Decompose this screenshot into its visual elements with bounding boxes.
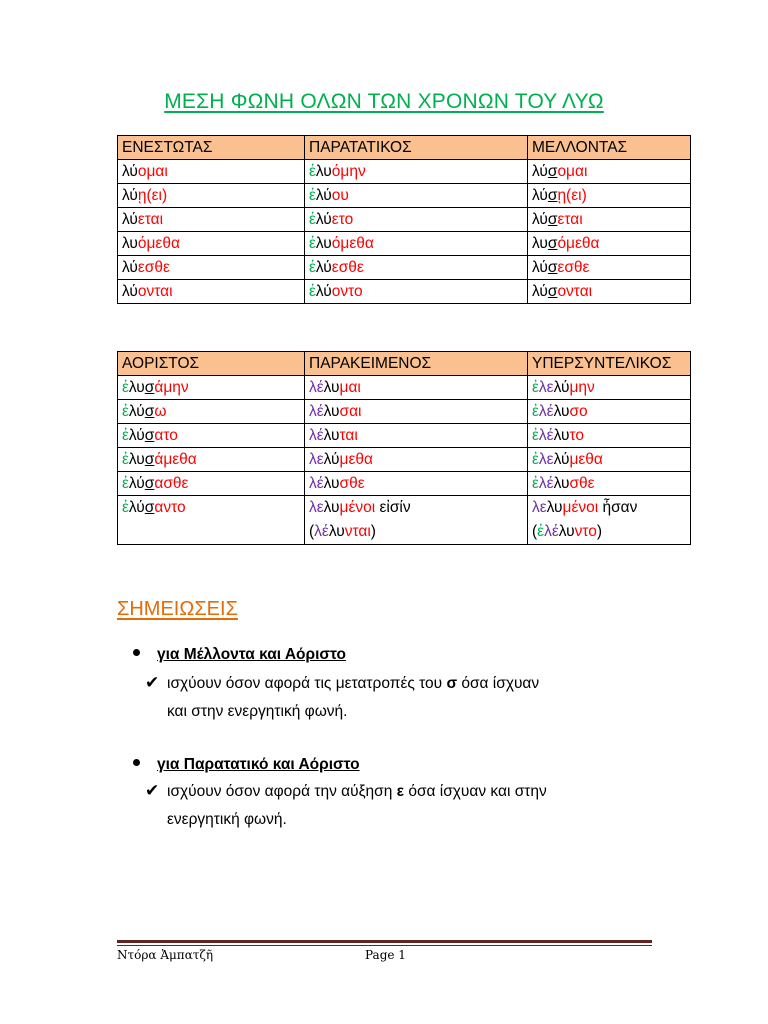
table-cell xyxy=(305,280,528,304)
table-cell xyxy=(118,472,305,496)
cell-text: ἐλέλυσθε xyxy=(532,475,595,492)
table-cell xyxy=(118,400,305,424)
table-cell xyxy=(305,184,528,208)
table-row xyxy=(118,256,691,280)
table-row xyxy=(118,448,691,472)
table-cell xyxy=(305,256,528,280)
bullet-dot-icon xyxy=(133,649,140,656)
table-cell xyxy=(118,256,305,280)
table-cell xyxy=(528,208,691,232)
table-cell xyxy=(305,160,528,184)
header-parakeimenos: ΠΑΡΑΚΕΙΜΕΝΟΣ xyxy=(305,352,528,376)
table-cell xyxy=(528,376,691,400)
cell-text: ἐλελύμεθα xyxy=(532,451,603,468)
table-row xyxy=(118,472,691,496)
cell-text: ἐλελύμην xyxy=(532,379,595,396)
cell-text: ἐλύοντο xyxy=(309,283,363,300)
cell-text: ἐλυσάμεθα xyxy=(122,451,197,468)
header-ypersyntelikos: ΥΠΕΡΣΥΝΤΕΛΙΚΟΣ xyxy=(528,352,691,376)
table-cell xyxy=(305,400,528,424)
page-title: ΜΕΣΗ ΦΩΝΗ ΟΛΩΝ ΤΩΝ ΧΡΟΝΩΝ ΤΟΥ ΛΥΩ xyxy=(164,90,604,113)
cell-text: λύονται xyxy=(122,283,173,300)
table-cell xyxy=(118,184,305,208)
table-cell xyxy=(528,160,691,184)
table-cell xyxy=(118,208,305,232)
cell-text: ἐλύετο xyxy=(309,211,354,228)
table-cell xyxy=(305,448,528,472)
cell-text: ἐλύου xyxy=(309,187,349,204)
table-row xyxy=(118,376,691,400)
table-row xyxy=(118,496,691,545)
cell-text: ἐλυόμεθα xyxy=(309,235,374,252)
cell-text: λύομαι xyxy=(122,163,168,180)
table-cell xyxy=(528,184,691,208)
table-row xyxy=(118,400,691,424)
cell-text: λύῃ(ει) xyxy=(122,187,168,204)
checkmark-icon: ✔ xyxy=(145,781,160,800)
table-cell xyxy=(118,448,305,472)
table-cell xyxy=(305,472,528,496)
table-cell xyxy=(118,496,305,545)
table-row xyxy=(118,208,691,232)
cell-text: λελυμένοι εἰσίν (λέλυνται) xyxy=(309,499,411,540)
cell-text: λύσῃ(ει) xyxy=(532,187,587,204)
check-note xyxy=(145,669,665,726)
cell-text: ἐλύσατο xyxy=(122,427,178,444)
table-cell xyxy=(528,280,691,304)
conjugation-table-present-imperfect-future xyxy=(117,135,691,304)
cell-text: λελυμένοι ἦσαν (ἐλέλυντο) xyxy=(532,499,638,540)
table-row xyxy=(118,184,691,208)
cell-text: λύσονται xyxy=(532,283,593,300)
table-cell xyxy=(118,232,305,256)
table-cell xyxy=(305,376,528,400)
table-row xyxy=(118,424,691,448)
footer-page-number: Page 1 xyxy=(365,948,406,962)
cell-text: ἐλυόμην xyxy=(309,163,366,180)
table-cell xyxy=(305,232,528,256)
cell-text: ἐλέλυσο xyxy=(532,403,588,420)
table-row xyxy=(118,160,691,184)
table-cell xyxy=(528,232,691,256)
cell-text: ἐλυσάμην xyxy=(122,379,189,396)
table-cell xyxy=(118,280,305,304)
note-text: όσα ίσχυαν και στην xyxy=(404,783,547,800)
bullet-text: για Μέλλοντα και Αόριστο xyxy=(157,646,346,663)
table-cell xyxy=(305,496,528,545)
note-text: ενεργητική φωνή. xyxy=(167,811,287,828)
table-cell xyxy=(305,424,528,448)
cell-text: λύσομαι xyxy=(532,163,588,180)
cell-text: λέλυμαι xyxy=(309,379,361,396)
bullet-item xyxy=(133,756,360,774)
note-text: και στην ενεργητική φωνή. xyxy=(167,703,348,720)
cell-text: λέλυσαι xyxy=(309,403,362,420)
footer-author: Ντόρα Ἀμπατζῆ xyxy=(117,948,214,962)
bullet-text: για Παρατατικό και Αόριστο xyxy=(157,756,360,773)
cell-text: λέλυται xyxy=(309,427,358,444)
cell-text: ἐλύεσθε xyxy=(309,259,364,276)
table-header-row xyxy=(118,136,691,160)
header-aoristos: ΑΟΡΙΣΤΟΣ xyxy=(118,352,305,376)
notes-heading: ΣΗΜΕΙΩΣΕΙΣ xyxy=(117,598,238,620)
bullet-item xyxy=(133,646,346,664)
table-cell xyxy=(528,424,691,448)
table-cell xyxy=(528,400,691,424)
cell-text: λύσεσθε xyxy=(532,259,590,276)
cell-text: λυσόμεθα xyxy=(532,235,600,252)
table-cell xyxy=(528,472,691,496)
footer-rule-thin xyxy=(117,945,652,946)
checkmark-icon: ✔ xyxy=(145,673,160,692)
conjugation-table-aorist-perfect-pluperfect xyxy=(117,351,691,545)
bullet-dot-icon xyxy=(133,759,140,766)
cell-text: ἐλύσασθε xyxy=(122,475,189,492)
cell-text: λύεσθε xyxy=(122,259,170,276)
table-cell xyxy=(118,376,305,400)
check-note xyxy=(145,777,665,834)
note-text: ισχύουν όσον αφορά τις μετατροπές του xyxy=(167,675,447,692)
cell-text: λύσεται xyxy=(532,211,583,228)
table-header-row xyxy=(118,352,691,376)
note-bold: ε xyxy=(396,783,405,800)
note-text: ισχύουν όσον αφορά την αύξηση xyxy=(167,783,397,800)
cell-text: ἐλύσω xyxy=(122,403,167,420)
header-enestotas: ΕΝΕΣΤΩΤΑΣ xyxy=(118,136,305,160)
footer-rule xyxy=(117,940,652,943)
table-cell xyxy=(118,424,305,448)
table-cell xyxy=(528,496,691,545)
cell-text: ἐλέλυτο xyxy=(532,427,584,444)
cell-text: λελύμεθα xyxy=(309,451,373,468)
note-text: όσα ίσχυαν xyxy=(457,675,540,692)
table-row xyxy=(118,232,691,256)
table-cell xyxy=(528,448,691,472)
table-cell xyxy=(528,256,691,280)
cell-text: λυόμεθα xyxy=(122,235,180,252)
table-row xyxy=(118,280,691,304)
header-mellontas: ΜΕΛΛΟΝΤΑΣ xyxy=(528,136,691,160)
header-paratatikos: ΠΑΡΑΤΑΤΙΚΟΣ xyxy=(305,136,528,160)
cell-text: λέλυσθε xyxy=(309,475,365,492)
table-cell xyxy=(118,160,305,184)
table-cell xyxy=(305,208,528,232)
cell-text: λύεται xyxy=(122,211,164,228)
cell-text: ἐλύσαντο xyxy=(122,499,186,516)
note-bold: σ xyxy=(446,675,458,692)
